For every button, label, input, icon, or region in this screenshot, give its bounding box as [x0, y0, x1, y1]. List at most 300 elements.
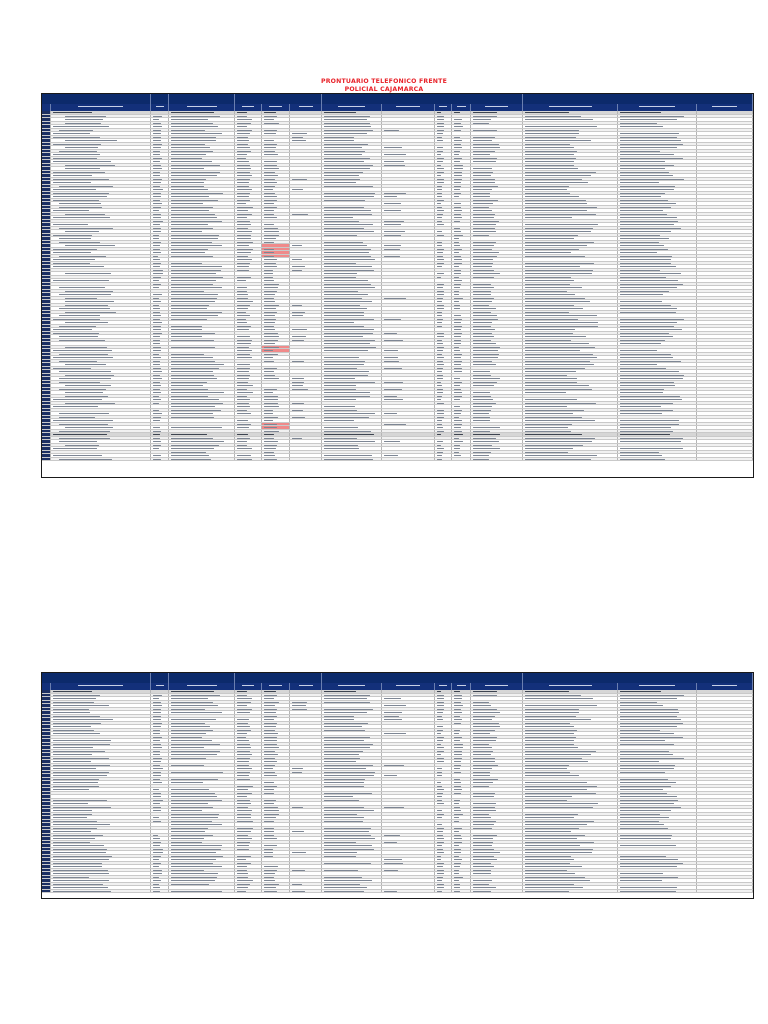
- table-cell: [697, 181, 753, 184]
- table-cell: [151, 241, 169, 244]
- cell-text-mark: [384, 340, 403, 341]
- column-header-cell: [452, 683, 471, 690]
- cell-text-mark: [620, 691, 661, 692]
- cell-text-mark: [324, 126, 371, 127]
- cell-text-mark: [454, 217, 462, 218]
- cell-text-mark: [384, 221, 404, 222]
- table-cell: [452, 360, 471, 363]
- column-header-cell: [697, 683, 753, 690]
- cell-text-mark: [153, 203, 162, 204]
- cell-text-mark: [324, 817, 364, 818]
- cell-text-mark: [384, 298, 406, 299]
- table-cell: [262, 339, 290, 342]
- cell-text-mark: [324, 406, 355, 407]
- table-cell: [382, 788, 435, 791]
- cell-text-mark: [525, 424, 572, 425]
- table-cell: [452, 276, 471, 279]
- table-cell: [151, 423, 169, 426]
- table-cell: [618, 356, 697, 359]
- table-cell: [523, 816, 618, 819]
- table-cell: [151, 353, 169, 356]
- cell-text-mark: [437, 817, 442, 818]
- table-cell: [523, 722, 618, 725]
- table-cell: [151, 248, 169, 251]
- cell-text-mark: [153, 417, 161, 418]
- table-cell: [262, 879, 290, 882]
- cell-text-mark: [153, 385, 161, 386]
- cell-text-mark: [473, 256, 497, 257]
- cell-text-mark: [525, 880, 590, 881]
- cell-text-mark: [264, 249, 274, 250]
- cell-text-mark: [525, 368, 585, 369]
- table-cell: [382, 115, 435, 118]
- cell-text-mark: [454, 137, 460, 138]
- table-cell: [169, 276, 235, 279]
- cell-text-mark: [620, 705, 663, 706]
- table-cell: [169, 363, 235, 366]
- table-cell: [151, 328, 169, 331]
- table-cell: [51, 241, 151, 244]
- row-index-cell: [42, 416, 51, 419]
- table-cell: [382, 279, 435, 282]
- cell-text-mark: [264, 154, 278, 155]
- cell-text-mark: [237, 424, 251, 425]
- table-cell: [523, 781, 618, 784]
- cell-text-mark: [171, 214, 215, 215]
- table-cell: [471, 199, 523, 202]
- table-cell: [618, 325, 697, 328]
- cell-text-mark: [171, 249, 208, 250]
- table-cell: [51, 722, 151, 725]
- cell-text-mark: [65, 116, 106, 117]
- table-cell: [322, 314, 382, 317]
- table-cell: [435, 216, 452, 219]
- cell-text-mark: [384, 765, 404, 766]
- cell-text-mark: [620, 186, 675, 187]
- table-cell: [382, 195, 435, 198]
- table-cell: [618, 750, 697, 753]
- table-cell: [51, 869, 151, 872]
- cell-text-mark: [473, 705, 491, 706]
- table-cell: [322, 381, 382, 384]
- table-cell: [322, 356, 382, 359]
- cell-text-mark: [237, 406, 250, 407]
- table-cell: [290, 841, 322, 844]
- cell-text-mark: [437, 203, 441, 204]
- row-index-cell: [42, 262, 51, 265]
- table-cell: [452, 729, 471, 732]
- table-cell: [618, 788, 697, 791]
- cell-text-mark: [324, 782, 364, 783]
- table-cell: [262, 767, 290, 770]
- table-cell: [523, 690, 618, 693]
- cell-text-mark: [237, 329, 249, 330]
- cell-text-mark: [437, 242, 442, 243]
- cell-text-mark: [454, 712, 462, 713]
- cell-text-mark: [264, 877, 274, 878]
- cell-text-mark: [53, 824, 110, 825]
- table-cell: [523, 774, 618, 777]
- table-cell: [262, 335, 290, 338]
- table-cell: [290, 795, 322, 798]
- cell-text-mark: [525, 765, 569, 766]
- cell-text-mark: [525, 866, 582, 867]
- cell-text-mark: [324, 322, 354, 323]
- cell-text-mark: [53, 455, 102, 456]
- cell-text-mark: [454, 845, 459, 846]
- cell-text-mark: [237, 217, 247, 218]
- table-cell: [618, 353, 697, 356]
- table-cell: [523, 458, 618, 461]
- table-cell: [435, 258, 452, 261]
- table-cell: [435, 715, 452, 718]
- cell-text-mark: [171, 880, 215, 881]
- column-header-cell: [262, 104, 290, 111]
- cell-text-mark: [473, 189, 492, 190]
- table-cell: [322, 136, 382, 139]
- table-row: [42, 890, 753, 894]
- title-line-2: POLICIAL CAJAMARCA: [344, 85, 424, 93]
- cell-text-mark: [437, 123, 444, 124]
- row-index-cell: [42, 879, 51, 882]
- cell-text-mark: [620, 322, 677, 323]
- table-cell: [322, 157, 382, 160]
- row-index-cell: [42, 704, 51, 707]
- table-cell: [262, 778, 290, 781]
- table-cell: [471, 115, 523, 118]
- table-cell: [151, 416, 169, 419]
- cell-text-mark: [53, 448, 97, 449]
- table-cell: [262, 374, 290, 377]
- cell-text-mark: [53, 845, 104, 846]
- cell-text-mark: [324, 761, 356, 762]
- cell-text-mark: [171, 434, 207, 435]
- table-cell: [151, 718, 169, 721]
- table-cell: [523, 802, 618, 805]
- cell-text-mark: [620, 431, 673, 432]
- cell-text-mark: [153, 280, 159, 281]
- cell-text-mark: [171, 200, 218, 201]
- table-cell: [262, 785, 290, 788]
- cell-text-mark: [454, 273, 461, 274]
- cell-text-mark: [437, 445, 441, 446]
- table-cell: [169, 335, 235, 338]
- table-cell: [151, 150, 169, 153]
- table-cell: [382, 363, 435, 366]
- row-index-cell: [42, 395, 51, 398]
- cell-text-mark: [53, 716, 100, 717]
- cell-text-mark: [53, 144, 101, 145]
- cell-text-mark: [525, 891, 569, 892]
- table-cell: [435, 795, 452, 798]
- cell-text-mark: [384, 147, 402, 148]
- table-cell: [322, 139, 382, 142]
- column-header-cell: [697, 104, 753, 111]
- table-cell: [235, 160, 262, 163]
- cell-text-mark: [171, 744, 220, 745]
- table-cell: [235, 788, 262, 791]
- table-cell: [452, 234, 471, 237]
- cell-text-mark: [473, 459, 489, 460]
- table-cell: [382, 423, 435, 426]
- cell-text-mark: [454, 719, 462, 720]
- table-cell: [290, 384, 322, 387]
- table-cell: [435, 722, 452, 725]
- cell-text-mark: [153, 371, 162, 372]
- table-cell: [51, 188, 151, 191]
- cell-text-mark: [620, 123, 657, 124]
- cell-text-mark: [171, 754, 217, 755]
- table-cell: [435, 272, 452, 275]
- cell-text-mark: [153, 754, 160, 755]
- table-cell: [471, 865, 523, 868]
- table-cell: [169, 865, 235, 868]
- cell-text-mark: [525, 319, 578, 320]
- cell-text-mark: [620, 210, 663, 211]
- table-cell: [435, 458, 452, 461]
- table-cell: [322, 837, 382, 840]
- table-cell: [435, 325, 452, 328]
- table-cell: [523, 865, 618, 868]
- table-cell: [382, 816, 435, 819]
- cell-text-mark: [454, 322, 461, 323]
- table-cell: [290, 725, 322, 728]
- table-cell: [471, 886, 523, 889]
- cell-text-mark: [473, 259, 493, 260]
- table-cell: [452, 697, 471, 700]
- table-cell: [435, 367, 452, 370]
- table-cell: [452, 349, 471, 352]
- table-cell: [51, 718, 151, 721]
- cell-text-mark: [473, 343, 496, 344]
- table-cell: [523, 416, 618, 419]
- table-cell: [262, 690, 290, 693]
- table-cell: [382, 697, 435, 700]
- table-cell: [618, 388, 697, 391]
- table-cell: [151, 402, 169, 405]
- table-cell: [290, 405, 322, 408]
- table-cell: [290, 827, 322, 830]
- cell-text-mark: [264, 399, 278, 400]
- cell-text-mark: [525, 361, 590, 362]
- cell-text-mark: [525, 312, 569, 313]
- cell-text-mark: [53, 705, 109, 706]
- table-cell: [435, 269, 452, 272]
- cell-text-mark: [473, 287, 494, 288]
- table-cell: [151, 711, 169, 714]
- table-cell: [51, 419, 151, 422]
- table-cell: [262, 430, 290, 433]
- table-cell: [382, 855, 435, 858]
- cell-text-mark: [454, 410, 462, 411]
- cell-text-mark: [437, 758, 444, 759]
- table-cell: [151, 388, 169, 391]
- cell-text-mark: [454, 154, 459, 155]
- cell-text-mark: [454, 838, 462, 839]
- table-cell: [322, 858, 382, 861]
- cell-text-mark: [525, 768, 567, 769]
- table-cell: [51, 244, 151, 247]
- cell-text-mark: [264, 368, 277, 369]
- table-cell: [452, 384, 471, 387]
- cell-text-mark: [473, 161, 496, 162]
- table-cell: [523, 227, 618, 230]
- cell-text-mark: [437, 235, 444, 236]
- cell-text-mark: [65, 245, 115, 246]
- table-cell: [262, 356, 290, 359]
- table-cell: [697, 806, 753, 809]
- column-header-cell: [42, 104, 51, 111]
- table-cell: [471, 213, 523, 216]
- cell-text-mark: [473, 856, 494, 857]
- cell-text-mark: [264, 165, 277, 166]
- cell-text-mark: [620, 821, 659, 822]
- cell-text-mark: [437, 305, 444, 306]
- table-cell: [235, 129, 262, 132]
- cell-text-mark: [620, 452, 659, 453]
- table-cell: [322, 781, 382, 784]
- cell-text-mark: [153, 231, 161, 232]
- cell-text-mark: [171, 863, 213, 864]
- table-cell: [435, 753, 452, 756]
- row-index-cell: [42, 746, 51, 749]
- table-cell: [322, 388, 382, 391]
- cell-text-mark: [620, 179, 684, 180]
- table-cell: [697, 426, 753, 429]
- cell-text-mark: [292, 438, 302, 439]
- cell-text-mark: [473, 228, 495, 229]
- cell-text-mark: [525, 434, 582, 435]
- cell-text-mark: [264, 459, 277, 460]
- cell-text-mark: [237, 420, 248, 421]
- table-cell: [290, 339, 322, 342]
- cell-text-mark: [171, 196, 209, 197]
- cell-text-mark: [171, 417, 214, 418]
- table-cell: [382, 220, 435, 223]
- table-cell: [452, 167, 471, 170]
- header-group-cell: [322, 94, 523, 104]
- cell-text-mark: [525, 249, 579, 250]
- cell-text-mark: [525, 716, 576, 717]
- cell-text-mark: [525, 445, 583, 446]
- table-cell: [235, 433, 262, 436]
- table-cell: [235, 265, 262, 268]
- cell-text-mark: [525, 329, 575, 330]
- cell-text-mark: [153, 719, 161, 720]
- table-cell: [169, 792, 235, 795]
- cell-text-mark: [454, 800, 460, 801]
- table-cell: [435, 234, 452, 237]
- table-cell: [235, 293, 262, 296]
- cell-text-mark: [620, 361, 681, 362]
- cell-text-mark: [473, 786, 489, 787]
- cell-text-mark: [153, 726, 161, 727]
- table-cell: [169, 409, 235, 412]
- cell-text-mark: [324, 431, 371, 432]
- cell-text-mark: [473, 828, 492, 829]
- cell-text-mark: [525, 385, 589, 386]
- table-cell: [51, 146, 151, 149]
- table-cell: [523, 349, 618, 352]
- cell-text-mark: [53, 758, 109, 759]
- cell-text-mark: [53, 733, 100, 734]
- table-cell: [452, 174, 471, 177]
- cell-text-mark: [525, 280, 574, 281]
- table-cell: [697, 325, 753, 328]
- header-label-mark: [639, 106, 675, 107]
- table-cell: [322, 440, 382, 443]
- cell-text-mark: [171, 733, 206, 734]
- table-cell: [262, 722, 290, 725]
- cell-text-mark: [53, 217, 110, 218]
- table-cell: [262, 300, 290, 303]
- row-index-cell: [42, 332, 51, 335]
- table-cell: [151, 412, 169, 415]
- cell-text-mark: [384, 368, 402, 369]
- cell-text-mark: [171, 884, 209, 885]
- cell-text-mark: [437, 870, 444, 871]
- table-cell: [452, 206, 471, 209]
- table-cell: [235, 690, 262, 693]
- cell-text-mark: [324, 277, 356, 278]
- table-cell: [523, 405, 618, 408]
- table-cell: [235, 342, 262, 345]
- table-cell: [51, 118, 151, 121]
- cell-text-mark: [473, 154, 490, 155]
- cell-text-mark: [384, 224, 401, 225]
- table-cell: [382, 164, 435, 167]
- cell-text-mark: [237, 238, 251, 239]
- table-cell: [697, 402, 753, 405]
- column-header-cell: [382, 683, 435, 690]
- table-cell: [151, 865, 169, 868]
- table-cell: [471, 781, 523, 784]
- table-cell: [235, 813, 262, 816]
- cell-text-mark: [525, 877, 585, 878]
- table-cell: [697, 118, 753, 121]
- table-cell: [235, 339, 262, 342]
- table-cell: [290, 732, 322, 735]
- table-cell: [471, 848, 523, 851]
- cell-text-mark: [53, 842, 90, 843]
- cell-text-mark: [324, 747, 370, 748]
- table-cell: [235, 753, 262, 756]
- table-cell: [618, 739, 697, 742]
- cell-text-mark: [264, 217, 277, 218]
- cell-text-mark: [473, 301, 492, 302]
- table-cell: [697, 412, 753, 415]
- row-index-cell: [42, 883, 51, 886]
- cell-text-mark: [620, 389, 664, 390]
- cell-text-mark: [264, 712, 276, 713]
- table-cell: [262, 715, 290, 718]
- cell-text-mark: [620, 751, 669, 752]
- table-cell: [51, 360, 151, 363]
- table-cell: [435, 181, 452, 184]
- table-cell: [51, 398, 151, 401]
- table-cell: [618, 136, 697, 139]
- cell-text-mark: [620, 354, 671, 355]
- cell-text-mark: [53, 406, 98, 407]
- cell-text-mark: [473, 305, 489, 306]
- table-cell: [618, 192, 697, 195]
- table-cell: [618, 799, 697, 802]
- table-cell: [452, 834, 471, 837]
- table-cell: [452, 764, 471, 767]
- table-cell: [452, 827, 471, 830]
- cell-text-mark: [437, 796, 442, 797]
- cell-text-mark: [53, 877, 89, 878]
